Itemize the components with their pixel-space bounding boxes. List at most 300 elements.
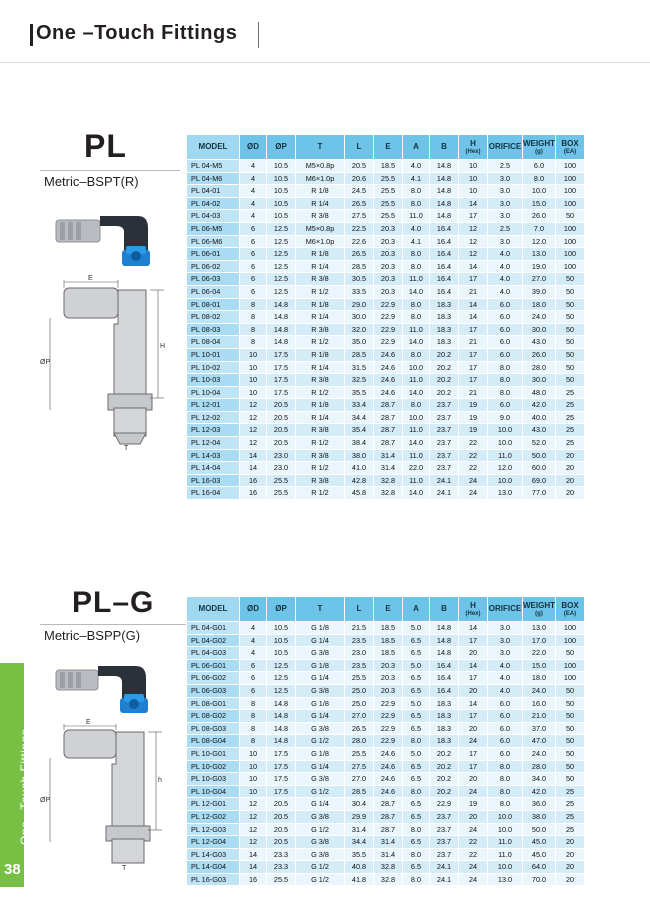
cell-model: PL 04-G02 [187,634,240,647]
table-row [187,487,585,500]
cell-value: 11.0 [488,848,523,861]
cell-value: 14.0 [403,285,430,298]
svg-text:ØP: ØP [40,797,51,804]
cell-value: 20 [556,449,585,462]
cell-value: 17.5 [267,374,296,387]
cell-value: 6 [240,659,267,672]
cell-value: 4.0 [488,672,523,685]
col-e: E [374,597,403,622]
table-row [187,386,585,399]
cell-value: 14.8 [430,210,459,223]
cell-value: 22.9 [374,735,403,748]
cell-value: R 1/4 [296,311,345,324]
table-row [187,172,585,185]
cell-value: 8.0 [488,785,523,798]
cell-model: PL 12-02 [187,411,240,424]
table-body-pl [187,160,585,500]
cell-value: 20.6 [345,172,374,185]
cell-value: 10.0 [488,424,523,437]
cell-value: 20.3 [374,672,403,685]
cell-value: 10.0 [403,411,430,424]
cell-model: PL 10-02 [187,361,240,374]
table-row [187,684,585,697]
col-box-label: BOX [561,138,579,148]
cell-value: 23.7 [430,399,459,412]
cell-value: 23.5 [345,659,374,672]
table-row [187,424,585,437]
cell-value: 6.0 [488,399,523,412]
product-photo-plg [52,648,180,714]
cell-value: 24 [459,823,488,836]
col-h-sub: (Hex) [465,148,481,155]
cell-value: G 3/8 [296,647,345,660]
page-title: One –Touch Fittings [36,22,238,44]
cell-value: 22.9 [374,722,403,735]
cell-model: PL 12-04 [187,437,240,450]
table-row [187,659,585,672]
table-row [187,798,585,811]
cell-value: 6.0 [488,747,523,760]
table-row [187,248,585,261]
cell-value: 21.5 [345,622,374,635]
cell-value: 30.5 [345,273,374,286]
cell-value: 14.8 [430,647,459,660]
cell-value: 50 [556,336,585,349]
cell-value: 28.5 [345,785,374,798]
cell-value: G 3/8 [296,722,345,735]
table-row [187,462,585,475]
cell-value: 16.4 [430,285,459,298]
table-row [187,210,585,223]
cell-value: 23.0 [267,449,296,462]
col-weight-label: WEIGHT [523,600,555,610]
cell-value: 14 [459,659,488,672]
cell-value: 50 [556,697,585,710]
col-box-label: BOX [561,600,579,610]
cell-value: 12.5 [267,684,296,697]
cell-value: 50.0 [523,823,556,836]
cell-value: 20.3 [374,285,403,298]
cell-value: 27.0 [523,273,556,286]
section-rule-pl [40,170,180,171]
cell-model: PL 10-G04 [187,785,240,798]
cell-value: 24 [459,785,488,798]
cell-value: 22.0 [523,647,556,660]
cell-value: 3.0 [488,647,523,660]
cell-value: 17.5 [267,747,296,760]
cell-value: 50 [556,374,585,387]
cell-model: PL 08-04 [187,336,240,349]
cell-value: 35.5 [345,848,374,861]
cell-value: 50 [556,311,585,324]
svg-text:H: H [160,343,166,350]
cell-value: 12.5 [267,222,296,235]
cell-value: 14.8 [267,336,296,349]
cell-value: 50.0 [523,449,556,462]
cell-value: 10.5 [267,210,296,223]
cell-value: 100 [556,172,585,185]
cell-value: 22.9 [374,697,403,710]
cell-model: PL 12-03 [187,424,240,437]
cell-value: 14 [459,298,488,311]
cell-value: 6.5 [403,672,430,685]
cell-value: 22 [459,848,488,861]
section-title-pl: PL [84,128,127,164]
cell-value: 28.7 [374,424,403,437]
col-l: L [345,135,374,160]
table-row [187,348,585,361]
cell-value: 23.7 [430,424,459,437]
cell-value: R 1/4 [296,197,345,210]
cell-value: 50 [556,722,585,735]
col-a: A [403,135,430,160]
cell-value: 20.5 [267,798,296,811]
table-row [187,323,585,336]
side-tab [0,663,32,853]
cell-value: 24.1 [430,487,459,500]
cell-value: 6.0 [488,735,523,748]
cell-value: 9.0 [488,411,523,424]
table-row [187,735,585,748]
cell-value: 18.3 [430,311,459,324]
cell-value: 12.5 [267,260,296,273]
section-subtitle-plg: Metric–BSPP(G) [44,628,141,643]
cell-value: 19.0 [523,260,556,273]
cell-value: 3.0 [488,185,523,198]
col-box [556,597,585,622]
cell-value: 10.5 [267,172,296,185]
cell-value: 25.5 [374,197,403,210]
cell-value: 17 [459,710,488,723]
cell-value: 30.0 [345,311,374,324]
cell-value: 18.3 [430,735,459,748]
cell-value: 38.0 [523,810,556,823]
cell-value: 35.5 [345,386,374,399]
cell-value: 24 [459,861,488,874]
cell-value: R 3/8 [296,273,345,286]
table-row [187,160,585,173]
table-row [187,474,585,487]
cell-value: 14.0 [403,487,430,500]
cell-value: 13.0 [523,248,556,261]
col-p: ØP [267,597,296,622]
cell-value: 8 [240,735,267,748]
cell-value: 25 [556,399,585,412]
cell-value: 8 [240,298,267,311]
cell-value: 8 [240,710,267,723]
cell-value: 26.0 [523,348,556,361]
cell-value: 14.8 [430,634,459,647]
cell-value: 10.0 [403,361,430,374]
cell-value: 19 [459,424,488,437]
svg-text:E: E [88,275,93,282]
cell-value: 20.3 [374,273,403,286]
cell-value: 22.6 [345,235,374,248]
cell-value: 14.8 [267,697,296,710]
table-row [187,773,585,786]
svg-text:E: E [86,719,91,726]
cell-value: 24 [459,474,488,487]
table-row [187,810,585,823]
cell-value: 50 [556,361,585,374]
cell-value: R 1/4 [296,361,345,374]
cell-value: 27.0 [345,710,374,723]
cell-model: PL 06-04 [187,285,240,298]
cell-value: 14 [240,861,267,874]
cell-value: 12.5 [267,248,296,261]
cell-model: PL 10-01 [187,348,240,361]
cell-value: G 1/2 [296,861,345,874]
cell-value: 17 [459,672,488,685]
cell-value: 6.0 [488,336,523,349]
cell-value: 10 [459,185,488,198]
col-weight-sub: (g) [535,610,543,617]
cell-value: 24.6 [374,348,403,361]
cell-value: 20 [459,684,488,697]
cell-value: 25.5 [267,487,296,500]
cell-value: 24.6 [374,361,403,374]
cell-value: 6 [240,235,267,248]
cell-value: 21 [459,336,488,349]
cell-value: 25.5 [374,210,403,223]
cell-value: 31.4 [374,462,403,475]
col-orifice: ORIFICE [488,135,523,160]
col-model: MODEL [187,135,240,160]
cell-value: 11.0 [403,273,430,286]
cell-value: 24.6 [374,760,403,773]
cell-value: 6.5 [403,722,430,735]
cell-value: 38.0 [345,449,374,462]
cell-value: 12 [240,411,267,424]
cell-value: 14.8 [267,323,296,336]
cell-value: 14 [459,197,488,210]
cell-value: M6×1.0p [296,172,345,185]
cell-value: 6.5 [403,684,430,697]
cell-model: PL 16-03 [187,474,240,487]
cell-value: 5.0 [403,622,430,635]
cell-value: G 1/4 [296,710,345,723]
cell-value: 24.6 [374,374,403,387]
cell-model: PL 10-G01 [187,747,240,760]
cell-model: PL 04-M6 [187,172,240,185]
table-row [187,336,585,349]
cell-value: 17 [459,210,488,223]
cell-value: 31.4 [374,848,403,861]
cell-value: 15.0 [523,659,556,672]
cell-value: 8.0 [403,185,430,198]
cell-value: 34.4 [345,836,374,849]
cell-value: 24 [459,735,488,748]
cell-value: 21.0 [523,710,556,723]
col-e: E [374,135,403,160]
cell-value: 18.3 [430,697,459,710]
cell-value: 50 [556,684,585,697]
cell-value: 12 [240,798,267,811]
table-row [187,622,585,635]
cell-value: 32.8 [374,861,403,874]
cell-value: 16 [240,873,267,886]
cell-model: PL 04-03 [187,210,240,223]
table-row [187,722,585,735]
cell-value: 32.8 [374,487,403,500]
cell-value: 23.7 [430,810,459,823]
cell-value: 14.8 [267,722,296,735]
cell-value: 20.2 [430,773,459,786]
cell-model: PL 14-G03 [187,848,240,861]
table-row [187,848,585,861]
cell-value: G 1/2 [296,873,345,886]
cell-value: 11.0 [403,374,430,387]
cell-value: 12 [459,248,488,261]
table-row [187,836,585,849]
cell-value: 24.0 [523,747,556,760]
cell-value: 4 [240,622,267,635]
cell-value: 20.2 [430,348,459,361]
cell-model: PL 04-01 [187,185,240,198]
cell-value: 25.5 [267,873,296,886]
cell-value: 8.0 [403,298,430,311]
page-number: 38 [4,861,21,878]
cell-value: 6.0 [488,348,523,361]
cell-value: 13.0 [523,622,556,635]
cell-value: 25.5 [345,747,374,760]
cell-model: PL 06-02 [187,260,240,273]
cell-value: 28.7 [374,798,403,811]
cell-value: 45.8 [345,487,374,500]
cell-value: 10 [459,172,488,185]
cell-value: G 1/4 [296,672,345,685]
cell-value: 26.5 [345,722,374,735]
cell-value: 34.0 [523,773,556,786]
cell-value: 25 [556,823,585,836]
cell-value: 6.5 [403,760,430,773]
cell-model: PL 12-G04 [187,836,240,849]
cell-value: 20.5 [267,836,296,849]
cell-value: 24.6 [374,773,403,786]
cell-value: 10.5 [267,634,296,647]
cell-value: 8.0 [488,386,523,399]
cell-value: G 1/8 [296,622,345,635]
cell-value: 100 [556,260,585,273]
cell-value: 6.0 [488,298,523,311]
cell-model: PL 08-03 [187,323,240,336]
col-box-sub: (EA) [563,610,577,617]
cell-value: 11.0 [403,323,430,336]
col-d: ØD [240,597,267,622]
cell-value: 43.0 [523,336,556,349]
cell-value: 17 [459,747,488,760]
cell-value: 13.0 [488,487,523,500]
cell-value: 11.0 [488,836,523,849]
cell-value: 4.0 [488,260,523,273]
cell-value: 6.0 [523,160,556,173]
cell-value: R 1/2 [296,437,345,450]
cell-value: G 3/8 [296,684,345,697]
cell-value: 8.0 [403,260,430,273]
cell-value: 14.8 [430,160,459,173]
cell-value: R 3/8 [296,323,345,336]
cell-value: 31.4 [374,449,403,462]
cell-value: 25 [556,411,585,424]
cell-value: 27.5 [345,210,374,223]
cell-value: 14.8 [267,298,296,311]
cell-value: 8 [240,311,267,324]
table-row [187,361,585,374]
cell-value: 4 [240,185,267,198]
cell-value: 23.7 [430,411,459,424]
cell-value: 12.5 [267,285,296,298]
cell-value: 25.0 [345,697,374,710]
cell-value: 20.2 [430,747,459,760]
cell-value: 32.5 [345,374,374,387]
cell-value: 23.0 [267,462,296,475]
table-row [187,260,585,273]
cell-value: R 1/8 [296,298,345,311]
table-row [187,873,585,886]
cell-value: 24 [459,487,488,500]
cell-model: PL 08-G01 [187,697,240,710]
cell-value: 16.4 [430,260,459,273]
cell-value: 26.5 [345,197,374,210]
cell-value: 32.8 [374,873,403,886]
cell-value: 42.8 [345,474,374,487]
cell-model: PL 12-G03 [187,823,240,836]
col-weight [523,597,556,622]
cell-value: 50 [556,773,585,786]
cell-value: 28.5 [345,348,374,361]
cell-value: 8.0 [403,873,430,886]
cell-value: 14 [240,449,267,462]
cell-value: 23.7 [430,437,459,450]
cell-value: 20.3 [374,684,403,697]
cell-value: 12 [240,823,267,836]
cell-value: 28.0 [345,735,374,748]
cell-value: 33.5 [345,285,374,298]
svg-text:T: T [122,865,127,872]
col-weight-sub: (g) [535,148,543,155]
cell-value: 45.0 [523,848,556,861]
cell-value: G 3/8 [296,810,345,823]
table-row [187,760,585,773]
cell-value: 17 [459,760,488,773]
cell-value: 11.0 [403,210,430,223]
cell-value: 8.0 [523,172,556,185]
cell-value: 6.0 [488,311,523,324]
cell-model: PL 04-02 [187,197,240,210]
table-row [187,437,585,450]
cell-value: 8.0 [403,311,430,324]
cell-value: 64.0 [523,861,556,874]
cell-value: 10 [240,747,267,760]
cell-value: 48.0 [523,386,556,399]
cell-value: R 1/8 [296,185,345,198]
cell-value: 6.5 [403,836,430,849]
cell-model: PL 12-G02 [187,810,240,823]
cell-value: 20.5 [267,823,296,836]
cell-value: 52.0 [523,437,556,450]
cell-value: 25.5 [374,185,403,198]
cell-value: 4 [240,647,267,660]
cell-value: 14.8 [430,197,459,210]
cell-value: R 3/8 [296,474,345,487]
cell-value: 28.7 [374,411,403,424]
cell-model: PL 06-01 [187,248,240,261]
cell-value: 2.5 [488,160,523,173]
cell-value: 22 [459,836,488,849]
cell-value: 24.0 [523,311,556,324]
cell-value: 20.3 [374,222,403,235]
cell-value: R 1/8 [296,248,345,261]
